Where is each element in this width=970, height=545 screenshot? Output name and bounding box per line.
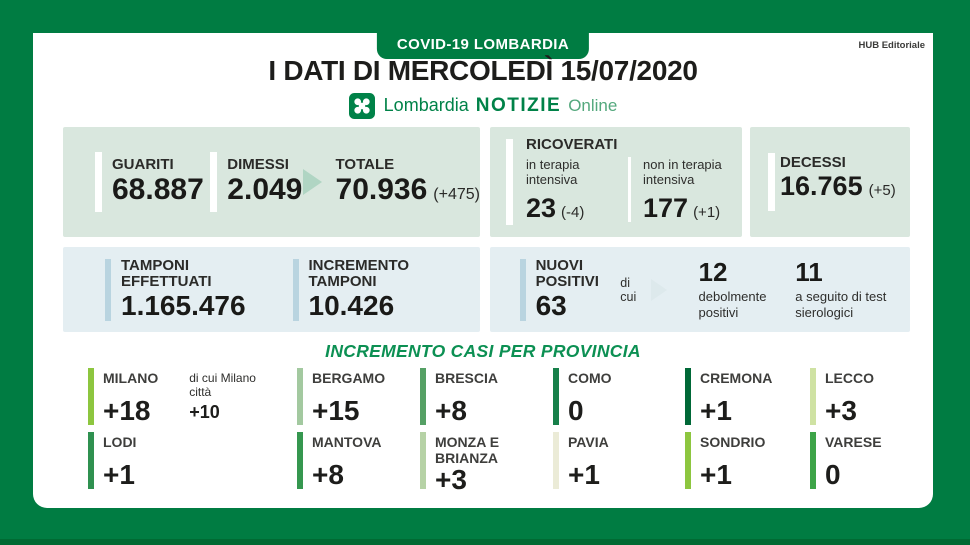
totale-stat [336, 157, 480, 206]
test-sierologici-value: 11 [795, 257, 823, 288]
province-item-sondrio [685, 432, 810, 489]
non-terapia-intensiva-stat [628, 157, 738, 223]
lecco-accent-bar [810, 368, 816, 425]
province-value: +1 [700, 459, 732, 490]
decessi-accent-bar [768, 153, 775, 211]
debolmente-positivi-stat [699, 259, 782, 320]
province-grid [88, 368, 933, 496]
tamponi-effettuati-stat [105, 256, 293, 322]
ricoverati-label: RICOVERATI [526, 136, 618, 153]
totale-value: 70.936 [335, 173, 428, 207]
incremento-tamponi-label: INCREMENTO TAMPONI [308, 256, 410, 291]
nuovi-positivi-value: 63 [535, 290, 567, 322]
province-item-bergamo [297, 368, 420, 425]
terapia-intensiva-value: 23 [526, 193, 557, 224]
lombardia-rosa-camuna-icon [349, 93, 375, 119]
province-value: +8 [312, 459, 344, 490]
mantova-accent-bar [297, 432, 303, 489]
province-item-monza-e-brianza [420, 432, 553, 496]
card-decessi [750, 127, 910, 237]
test-sierologici-label: a seguito di test sierologici [795, 289, 887, 320]
di-cui-label: di cui [620, 275, 637, 304]
non-terapia-intensiva-label: non in terapia intensiva [643, 156, 722, 188]
province-value: 0 [568, 395, 584, 426]
dimessi-label: DIMESSI [227, 156, 289, 174]
province-value: 0 [825, 459, 841, 490]
logo-suffix-label: Online [568, 96, 618, 115]
guariti-label: GUARITI [112, 156, 174, 174]
province-name: MONZA E BRIANZA [435, 434, 500, 467]
decessi-delta: (+5) [868, 181, 896, 199]
infographic-canvas [33, 33, 933, 508]
province-value: +8 [435, 395, 467, 426]
province-name: BERGAMO [312, 370, 386, 386]
tamponi-value: 1.165.476 [121, 290, 246, 322]
totale-delta: (+475) [433, 186, 480, 204]
terapia-intensiva-stat [526, 157, 628, 223]
province-value: +1 [700, 395, 732, 426]
cremona-accent-bar [685, 368, 691, 425]
decessi-label: DECESSI [780, 154, 846, 171]
guariti-accent-bar [95, 152, 102, 212]
monza-accent-bar [420, 432, 426, 489]
province-item-pavia [553, 432, 685, 489]
province-name: CREMONA [700, 370, 773, 386]
province-name: SONDRIO [700, 434, 766, 450]
province-name: LODI [103, 434, 137, 450]
page-title: I DATI DI MERCOLEDÌ 15/07/2020 [268, 55, 698, 86]
di-cui-arrow-icon [651, 279, 667, 301]
logo-text [384, 95, 618, 117]
province-name: COMO [568, 370, 612, 386]
debolmente-positivi-value: 12 [698, 257, 728, 288]
province-item-mantova [297, 432, 420, 489]
tamponi-accent-bar [105, 259, 111, 321]
tamponi-label: TAMPONI EFFETTUATI [121, 256, 212, 291]
non-terapia-intensiva-value: 177 [643, 193, 689, 224]
nuovi-positivi-label: NUOVI POSITIVI [535, 256, 599, 291]
incremento-tamponi-accent-bar [293, 259, 299, 321]
logo-region-label: Lombardia [383, 95, 469, 115]
terapia-intensiva-delta: (-4) [561, 204, 585, 222]
guariti-value: 68.887 [112, 173, 204, 207]
dimessi-stat [210, 152, 302, 212]
dimessi-accent-bar [210, 152, 217, 212]
lombardia-notizie-logo [33, 92, 933, 120]
card-guariti-dimessi-totale [63, 127, 480, 237]
province-value: +15 [312, 395, 360, 426]
province-name: VARESE [825, 434, 882, 450]
card-nuovi-positivi [490, 247, 910, 332]
milano-accent-bar [88, 368, 94, 425]
brescia-accent-bar [420, 368, 426, 425]
di-cui-connector [620, 276, 666, 304]
varese-accent-bar [810, 432, 816, 489]
ricoverati-accent-bar [506, 139, 513, 225]
frame-bottom-accent [0, 539, 970, 545]
province-value: +3 [825, 395, 857, 426]
province-value: +1 [103, 459, 135, 490]
covid-lombardia-badge: COVID-19 LOMBARDIA [377, 32, 589, 59]
card-tamponi [63, 247, 480, 332]
province-item-varese [810, 432, 933, 489]
province-name: LECCO [825, 370, 874, 386]
terapia-intensiva-label: in terapia intensiva [526, 156, 580, 188]
test-sierologici-stat [795, 259, 910, 320]
province-item-lecco [810, 368, 933, 425]
lodi-accent-bar [88, 432, 94, 489]
province-name: BRESCIA [435, 370, 499, 386]
bergamo-accent-bar [297, 368, 303, 425]
totale-arrow-icon [303, 169, 322, 195]
como-accent-bar [553, 368, 559, 425]
decessi-value: 16.765 [780, 170, 863, 201]
non-terapia-intensiva-delta: (+1) [693, 204, 721, 222]
hub-editoriale-label: HUB Editoriale [858, 40, 925, 51]
card-ricoverati [490, 127, 742, 237]
nuovi-positivi-accent-bar [520, 259, 526, 321]
province-section-heading: INCREMENTO CASI PER PROVINCIA [325, 341, 641, 361]
incremento-tamponi-value: 10.426 [308, 290, 395, 322]
dimessi-value: 2.049 [227, 173, 303, 207]
province-item-como [553, 368, 685, 425]
milano-citta-label: di cui Milano città [189, 371, 256, 400]
province-item-lodi [88, 432, 297, 489]
province-item-milano [88, 368, 297, 425]
province-name: MANTOVA [312, 434, 382, 450]
incremento-tamponi-stat [293, 256, 481, 322]
sondrio-accent-bar [685, 432, 691, 489]
pavia-accent-bar [553, 432, 559, 489]
logo-brand-label: NOTIZIE [475, 95, 562, 116]
debolmente-positivi-label: debolmente positivi [698, 289, 767, 320]
province-name: PAVIA [568, 434, 609, 450]
province-item-brescia [420, 368, 553, 425]
totale-label: TOTALE [335, 156, 395, 174]
province-item-cremona [685, 368, 810, 425]
province-value: +3 [435, 464, 467, 496]
milano-citta-value: +10 [189, 402, 220, 422]
nuovi-positivi-stat [520, 256, 610, 322]
guariti-stat [95, 152, 210, 212]
province-value: +18 [103, 395, 151, 426]
milano-citta-substat [189, 368, 271, 425]
province-name: MILANO [103, 370, 159, 386]
province-value: +1 [568, 459, 600, 490]
